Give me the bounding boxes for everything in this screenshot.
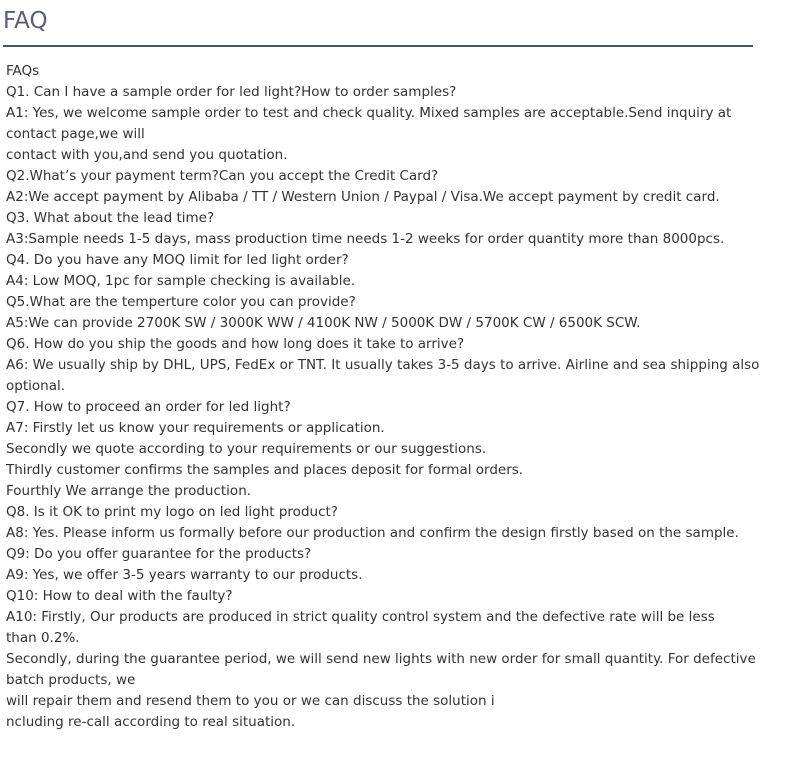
answer-9: A9: Yes, we offer 3-5 years warranty to our products.: [6, 567, 363, 583]
answer-2: A2:We accept payment by Alibaba / TT / Western Union / Paypal / Visa.We accept payment by credit card.: [6, 189, 720, 205]
answer-7-line-4: Fourthly We arrange the production.: [6, 483, 252, 499]
question-4: Q4. Do you have any MOQ limit for led light order?: [6, 252, 349, 268]
page-title: FAQ: [3, 8, 48, 34]
answer-10-line-2: than 0.2%.: [6, 630, 80, 646]
question-5: Q5.What are the temperture color you can provide?: [6, 294, 356, 310]
answer-1-line-2: contact page,we will: [6, 126, 145, 142]
faq-header: [3, 0, 753, 47]
question-6: Q6. How do you ship the goods and how long does it take to arrive?: [6, 336, 465, 352]
answer-1-line-3: contact with you,and send you quotation.: [6, 147, 288, 163]
question-2: Q2.What’s your payment term?Can you accept the Credit Card?: [6, 168, 439, 184]
question-7: Q7. How to proceed an order for led light?: [6, 399, 291, 415]
faq-heading: FAQs: [6, 63, 40, 79]
answer-10-line-1: A10: Firstly, Our products are produced in strict quality control system and the defective rate will be less: [6, 609, 715, 625]
answer-10-line-3: Secondly, during the guarantee period, we will send new lights with new order for small quantity. For defective: [6, 651, 756, 667]
question-9: Q9: Do you offer guarantee for the products?: [6, 546, 312, 562]
question-1: Q1. Can I have a sample order for led light?How to order samples?: [6, 84, 457, 100]
answer-8: A8: Yes. Please inform us formally before our production and confirm the design firstly based on the sample.: [6, 525, 739, 541]
answer-10-line-6: ncluding re-call according to real situation.: [6, 714, 296, 730]
answer-7-line-1: A7: Firstly let us know your requirements or application.: [6, 420, 385, 436]
answer-5: A5:We can provide 2700K SW / 3000K WW / 4100K NW / 5000K DW / 5700K CW / 6500K SCW.: [6, 315, 641, 331]
answer-10-line-4: batch products, we: [6, 672, 136, 688]
answer-7-line-2: Secondly we quote according to your requirements or our suggestions.: [6, 441, 487, 457]
question-10: Q10: How to deal with the faulty?: [6, 588, 233, 604]
question-8: Q8. Is it OK to print my logo on led light product?: [6, 504, 338, 520]
answer-10-line-5: will repair them and resend them to you or we can discuss the solution i: [6, 693, 495, 709]
answer-7-line-3: Thirdly customer confirms the samples and places deposit for formal orders.: [6, 462, 524, 478]
answer-6-line-2: optional.: [6, 378, 66, 394]
answer-1-line-1: A1: Yes, we welcome sample order to test and check quality. Mixed samples are acceptable.Send inquiry at: [6, 105, 732, 121]
answer-6-line-1: A6: We usually ship by DHL, UPS, FedEx or TNT. It usually takes 3-5 days to arrive. Airline and sea shipping also: [6, 357, 760, 373]
faq-content: [6, 61, 766, 733]
answer-4: A4: Low MOQ, 1pc for sample checking is available.: [6, 273, 356, 289]
answer-3: A3:Sample needs 1-5 days, mass production time needs 1-2 weeks for order quantity more than 8000pcs.: [6, 231, 725, 247]
question-3: Q3. What about the lead time?: [6, 210, 215, 226]
